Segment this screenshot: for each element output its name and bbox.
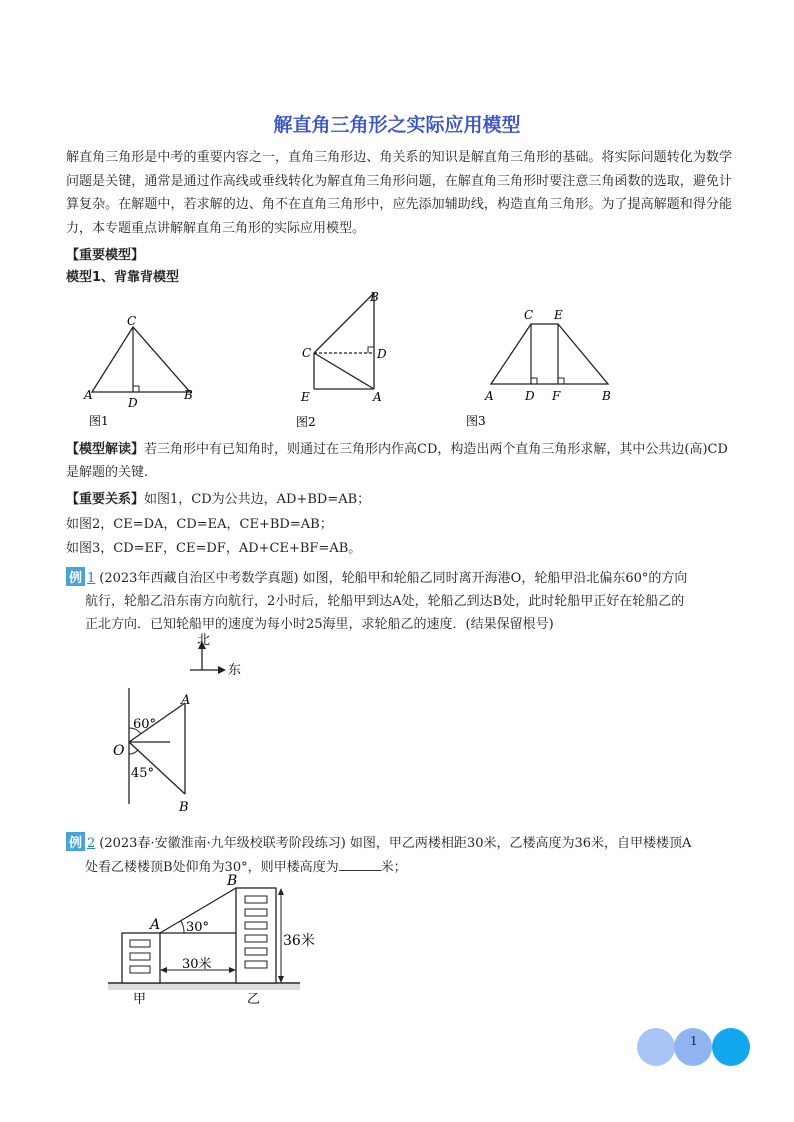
north-label: 北 [197,633,211,648]
height-label: 36米 [283,933,315,949]
fig3-label-F: F [552,389,561,403]
fig2-label-B: B [370,290,379,304]
example-1-line-3: 正北方向．已知轮船甲的速度为每小时25海里，求轮船乙的速度．(结果保留根号) [85,617,554,632]
fig1-label-A: A [84,388,93,402]
answer-blank[interactable] [339,859,381,871]
example-1-text-1: (2023年西藏自治区中考数学真题) 如图，轮船甲和轮船乙同时离开海港O，轮船甲沿北偏东60°的方向 [99,571,688,586]
example-2-figure [100,872,330,1010]
example-2-text-2b: 米； [380,860,407,875]
fig1-label-D: D [128,396,138,410]
model-reading [66,438,734,484]
fig2-label-A: A [373,390,382,404]
fig3-label-E: E [554,308,563,322]
point-A-label: A [150,917,161,933]
example-1-tag: 例 [66,567,85,586]
point-A-label: A [181,693,191,708]
east-label: 东 [228,663,242,678]
example-2-number[interactable]: 2 [87,836,96,851]
key-relations-tag: 【重要关系】 [66,492,145,507]
angle-30-label: 30° [186,920,210,935]
model-reading-tag: 【模型解读】 [66,442,145,457]
model-reading-text: 若三角形中有已知角时，则通过在三角形内作高CD，构造出两个直角三角形求解，其中公共边(高)CD是解题的关键. [66,442,728,480]
example-1-number[interactable]: 1 [87,571,96,586]
page-title: 解直角三角形之实际应用模型 [273,114,521,136]
key-relations-line-3: 如图3，CD=EF，CE=DF，AD+CE+BF=AB。 [66,541,362,556]
fig2-label-E: E [301,390,310,404]
fig3-label-B: B [602,389,611,403]
page-number: 1 [690,1034,698,1048]
fig1-label-C: C [127,314,137,328]
point-B-label: B [179,800,189,815]
section-heading: 【重要模型】 [66,248,145,263]
fig3-label-A: A [485,389,494,403]
fig3-caption: 图3 [466,414,486,428]
example-2-text-1: (2023春·安徽淮南·九年级校联考阶段练习) 如图，甲乙两楼相距30米，乙楼高度为36米，自甲楼楼顶A [99,836,692,851]
angle-60-label: 60° [133,717,157,732]
key-relations-line-1 [66,488,370,507]
key-relations-text-1: 如图1，CD为公共边，AD+BD=AB； [144,492,371,507]
fig2-label-C: C [302,346,312,360]
model-heading: 模型1、背靠背模型 [66,270,180,285]
intro-paragraph: 解直角三角形是中考的重要内容之一，直角三角形边、角关系的知识是解直角三角形的基础。将实际问题转化为数学问题是关键，通常是通过作高线或垂线转化为解直角三角形问题，在解直角三角形时要注意三角函数的选取，避免计算复杂。在解题中，若求解的边、角不在直角三角形中，应先添加辅助线，构造直角三角形。为了提高解题和得分能力，本专题重点讲解解直角三角形的实际应用模型。 [66,150,732,236]
angle-45-label: 45° [131,766,155,781]
example-2-text-2a: 处看乙楼楼顶B处仰角为30°，则甲楼高度为 [85,860,339,875]
example-1-figure [108,632,258,818]
building-yi-label: 乙 [247,992,261,1007]
fig3-label-D: D [525,389,535,403]
example-2-line-1 [66,832,691,851]
fig1-label-B: B [184,388,193,402]
key-relations-line-2: 如图2，CE=DA，CD=EA，CE+BD=AB； [66,517,333,532]
fig2-caption: 图2 [296,415,316,429]
figure-1 [80,312,205,432]
distance-label: 30米 [182,957,212,972]
example-2-tag: 例 [66,832,85,851]
building-jia-label: 甲 [133,992,147,1007]
fig1-caption: 图1 [89,414,109,428]
example-1-line-1 [66,567,687,586]
figure-3 [465,305,625,432]
example-1-line-2: 航行，轮船乙沿东南方向航行，2小时后，轮船甲到达A处，轮船乙到达B处，此时轮船甲正好在轮船乙的 [85,594,685,609]
fig2-label-D: D [377,347,387,361]
point-O-label: O [113,743,125,759]
fig3-label-C: C [524,308,534,322]
figure-2 [293,287,403,432]
point-B-label: B [227,873,238,889]
